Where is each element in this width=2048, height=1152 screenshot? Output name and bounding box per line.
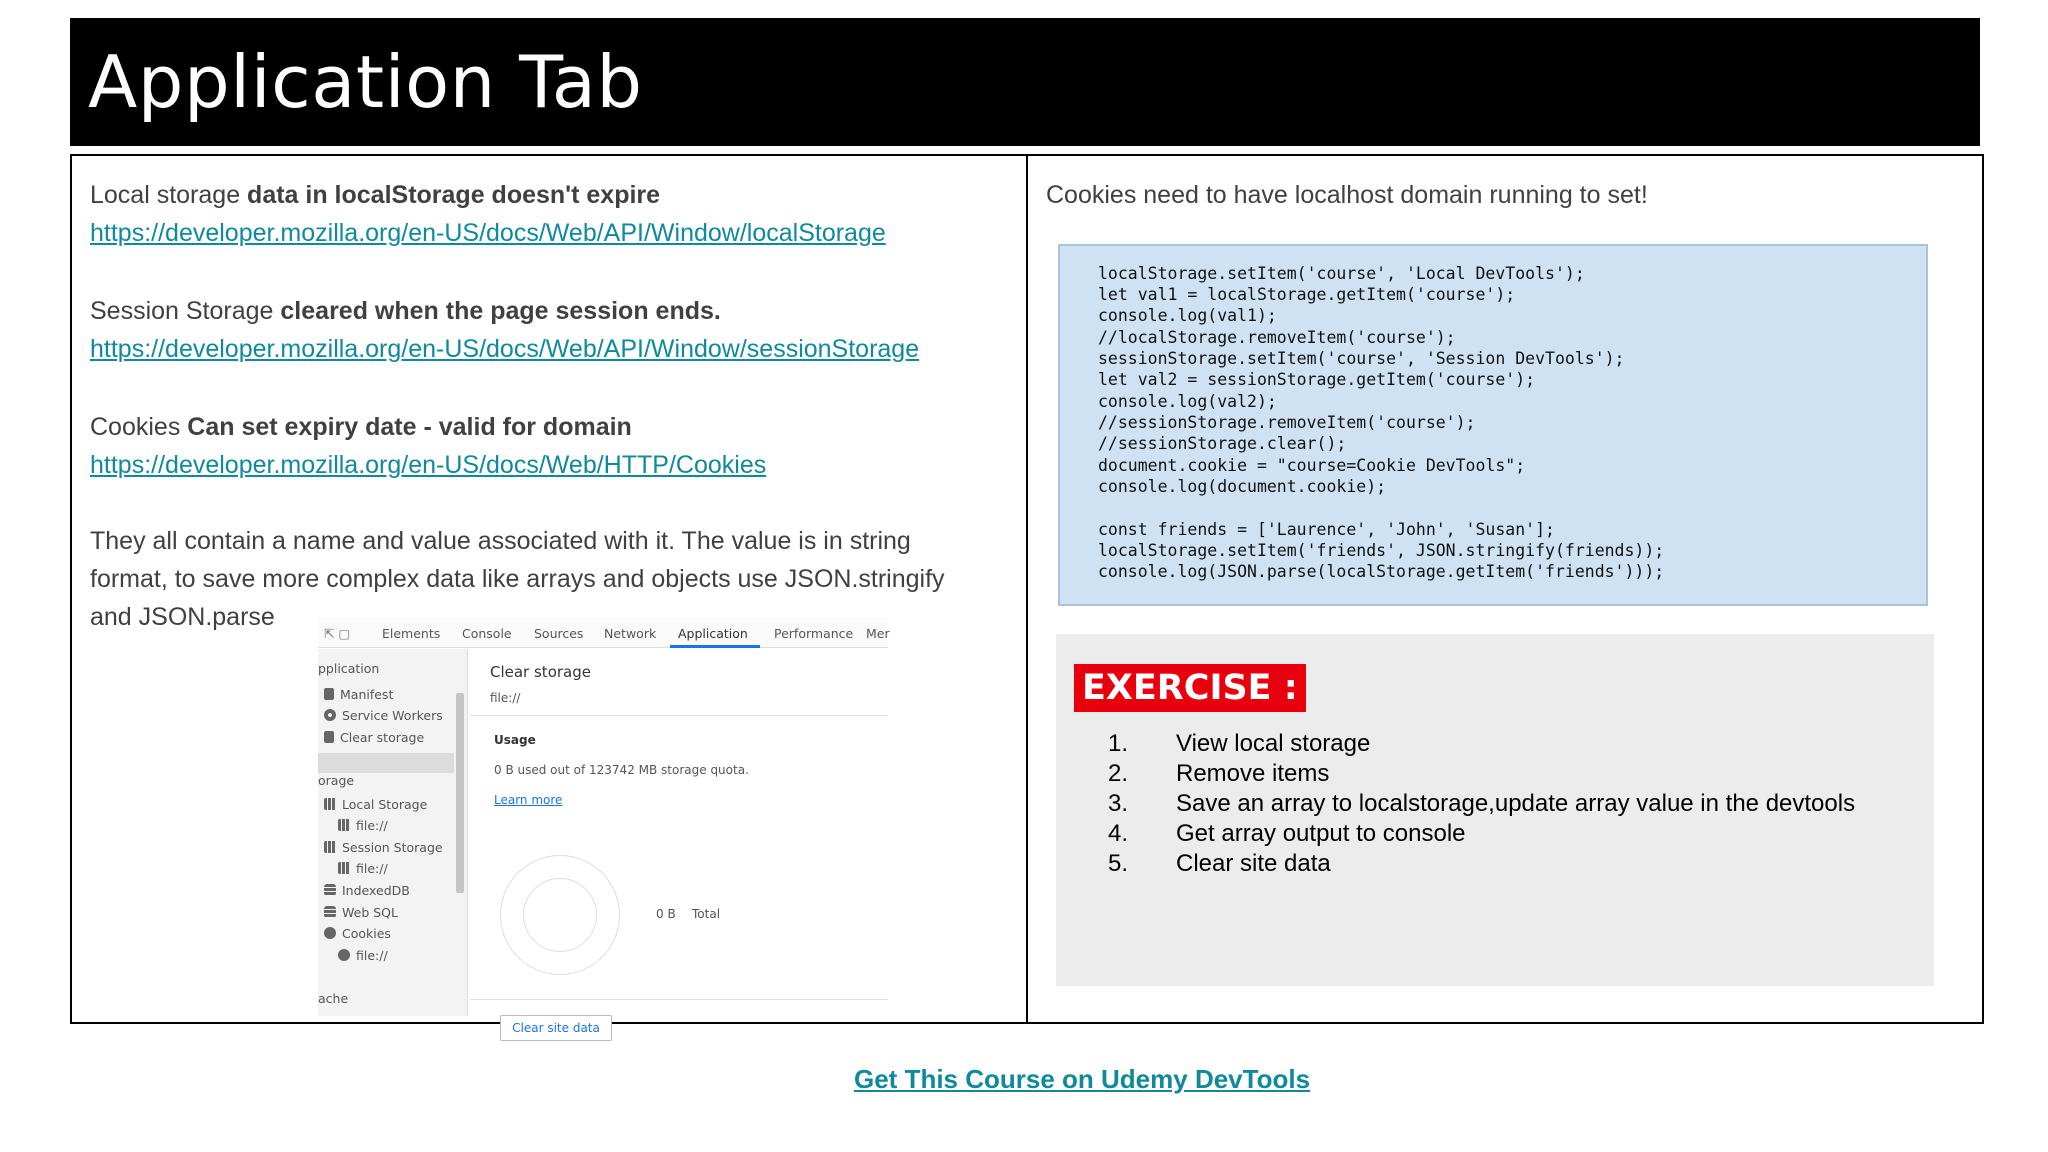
session-storage-link[interactable]: https://developer.mozilla.org/en-US/docs/Web/API/Window/sessionStorage bbox=[90, 335, 920, 363]
session-storage-label: Session Storage bbox=[90, 297, 281, 325]
code-line: let val2 = sessionStorage.getItem('course'); bbox=[1098, 370, 1536, 389]
tab-application[interactable]: Application bbox=[678, 626, 748, 641]
gear-icon bbox=[324, 709, 336, 721]
inspect-icon[interactable]: ⇱ ▢ bbox=[324, 626, 351, 641]
code-line: //sessionStorage.clear(); bbox=[1098, 434, 1347, 453]
devtools-tab-bar bbox=[318, 618, 888, 648]
exercise-item: Get array output to console bbox=[1176, 820, 1466, 847]
code-line: localStorage.setItem('course', 'Local DevTools'); bbox=[1098, 264, 1585, 283]
sidebar-item-indexeddb[interactable]: IndexedDB bbox=[324, 883, 410, 898]
exercise-item: Save an array to localstorage,update array value in the devtools bbox=[1176, 790, 1856, 817]
tab-sources[interactable]: Sources bbox=[534, 626, 584, 641]
paragraph-line-3: and JSON.parse bbox=[90, 603, 275, 631]
sidebar-item-web-sql[interactable]: Web SQL bbox=[324, 905, 398, 920]
exercise-box bbox=[1056, 634, 1934, 986]
code-line: document.cookie = "course=Cookie DevTools"; bbox=[1098, 456, 1526, 475]
exercise-item: View local storage bbox=[1176, 730, 1371, 757]
paragraph-line-1: They all contain a name and value associated with it. The value is in string bbox=[90, 527, 911, 555]
exercise-number: 3. bbox=[1108, 790, 1129, 817]
grid-icon bbox=[324, 798, 336, 810]
code-line: console.log(val1); bbox=[1098, 306, 1277, 325]
legend-label: Total bbox=[692, 907, 721, 921]
udemy-course-link[interactable]: Get This Course on Udemy DevTools bbox=[854, 1064, 1311, 1094]
grid-icon bbox=[338, 862, 350, 874]
sidebar-item-local-file[interactable]: file:// bbox=[338, 818, 388, 833]
usage-pie-chart bbox=[500, 855, 620, 975]
cookies-link[interactable]: https://developer.mozilla.org/en-US/docs/Web/HTTP/Cookies bbox=[90, 451, 767, 479]
local-storage-bold: data in localStorage doesn't expire bbox=[247, 181, 661, 209]
grid-icon bbox=[338, 819, 350, 831]
exercise-number: 1. bbox=[1108, 730, 1129, 757]
code-line: //sessionStorage.removeItem('course'); bbox=[1098, 413, 1476, 432]
sidebar-section-storage: orage bbox=[318, 773, 355, 788]
origin-text: file:// bbox=[490, 691, 521, 705]
exercise-number: 5. bbox=[1108, 850, 1129, 877]
devtools-screenshot bbox=[318, 618, 890, 1035]
sidebar-selected-highlight bbox=[318, 753, 454, 773]
cookie-icon bbox=[324, 927, 336, 939]
cookies-bold: Can set expiry date - valid for domain bbox=[187, 413, 632, 441]
sidebar-section-application: pplication bbox=[318, 661, 380, 676]
code-line: localStorage.setItem('friends', JSON.stringify(friends)); bbox=[1098, 541, 1665, 560]
local-storage-link[interactable]: https://developer.mozilla.org/en-US/docs/Web/API/Window/localStorage bbox=[90, 219, 886, 247]
cookies-note: Cookies need to have localhost domain running to set! bbox=[1046, 181, 1648, 209]
code-line: console.log(JSON.parse(localStorage.getItem('friends'))); bbox=[1098, 562, 1665, 581]
divider bbox=[470, 715, 888, 716]
devtools-sidebar bbox=[318, 649, 468, 1016]
sidebar-item-session-file[interactable]: file:// bbox=[338, 861, 388, 876]
sidebar-item-manifest[interactable]: Manifest bbox=[324, 687, 393, 702]
code-line: const friends = ['Laurence', 'John', 'Susan']; bbox=[1098, 520, 1555, 539]
tab-memory[interactable]: Mer bbox=[866, 626, 890, 641]
exercise-number: 2. bbox=[1108, 760, 1129, 787]
active-tab-underline bbox=[670, 645, 760, 648]
tab-console[interactable]: Console bbox=[462, 626, 512, 641]
clear-site-data-button[interactable]: Clear site data bbox=[500, 1015, 612, 1041]
code-line: //localStorage.removeItem('course'); bbox=[1098, 328, 1456, 347]
legend-value: 0 B bbox=[656, 907, 676, 921]
title-bar bbox=[70, 18, 1980, 146]
paragraph-line-2: format, to save more complex data like arrays and objects use JSON.stringify bbox=[90, 565, 945, 593]
tab-network[interactable]: Network bbox=[604, 626, 657, 641]
trash-icon bbox=[324, 731, 334, 743]
code-line: sessionStorage.setItem('course', 'Session DevTools'); bbox=[1098, 349, 1625, 368]
usage-pie-inner bbox=[523, 878, 597, 952]
sidebar-item-local-storage[interactable]: Local Storage bbox=[324, 797, 427, 812]
tab-performance[interactable]: Performance bbox=[774, 626, 854, 641]
code-line: let val1 = localStorage.getItem('course'); bbox=[1098, 285, 1516, 304]
divider bbox=[470, 999, 888, 1000]
exercise-number: 4. bbox=[1108, 820, 1129, 847]
devtools-main-pane bbox=[470, 649, 888, 1035]
session-storage-line bbox=[90, 292, 721, 330]
grid-icon bbox=[324, 841, 336, 853]
right-panel bbox=[1026, 154, 1984, 1024]
cookie-icon bbox=[338, 949, 350, 961]
sidebar-scrollbar[interactable] bbox=[456, 693, 464, 893]
learn-more-link[interactable]: Learn more bbox=[494, 793, 563, 807]
slide-title: Application Tab bbox=[88, 40, 643, 124]
code-line: console.log(val2); bbox=[1098, 392, 1277, 411]
local-storage-line bbox=[90, 176, 660, 214]
cookies-line bbox=[90, 408, 632, 446]
document-icon bbox=[324, 688, 334, 700]
sidebar-item-clear-storage[interactable]: Clear storage bbox=[324, 730, 424, 745]
code-block bbox=[1058, 244, 1928, 606]
exercise-badge: EXERCISE : bbox=[1074, 664, 1306, 712]
tab-elements[interactable]: Elements bbox=[382, 626, 441, 641]
clear-storage-heading: Clear storage bbox=[490, 663, 591, 681]
exercise-item: Remove items bbox=[1176, 760, 1330, 787]
database-icon bbox=[324, 884, 336, 896]
local-storage-label: Local storage bbox=[90, 181, 248, 209]
usage-label: Usage bbox=[494, 733, 536, 747]
sidebar-section-cache: ache bbox=[318, 991, 349, 1006]
exercise-item: Clear site data bbox=[1176, 850, 1331, 877]
sidebar-item-cookies[interactable]: Cookies bbox=[324, 926, 391, 941]
code-line: console.log(document.cookie); bbox=[1098, 477, 1387, 496]
sidebar-item-session-storage[interactable]: Session Storage bbox=[324, 840, 443, 855]
database-icon bbox=[324, 906, 336, 918]
sidebar-item-service-workers[interactable]: Service Workers bbox=[324, 708, 443, 723]
cookies-label: Cookies bbox=[90, 413, 188, 441]
left-panel bbox=[70, 154, 1028, 1035]
sidebar-item-cookies-file[interactable]: file:// bbox=[338, 948, 388, 963]
session-storage-bold: cleared when the page session ends. bbox=[280, 297, 721, 325]
usage-text: 0 B used out of 123742 MB storage quota. bbox=[494, 763, 749, 777]
